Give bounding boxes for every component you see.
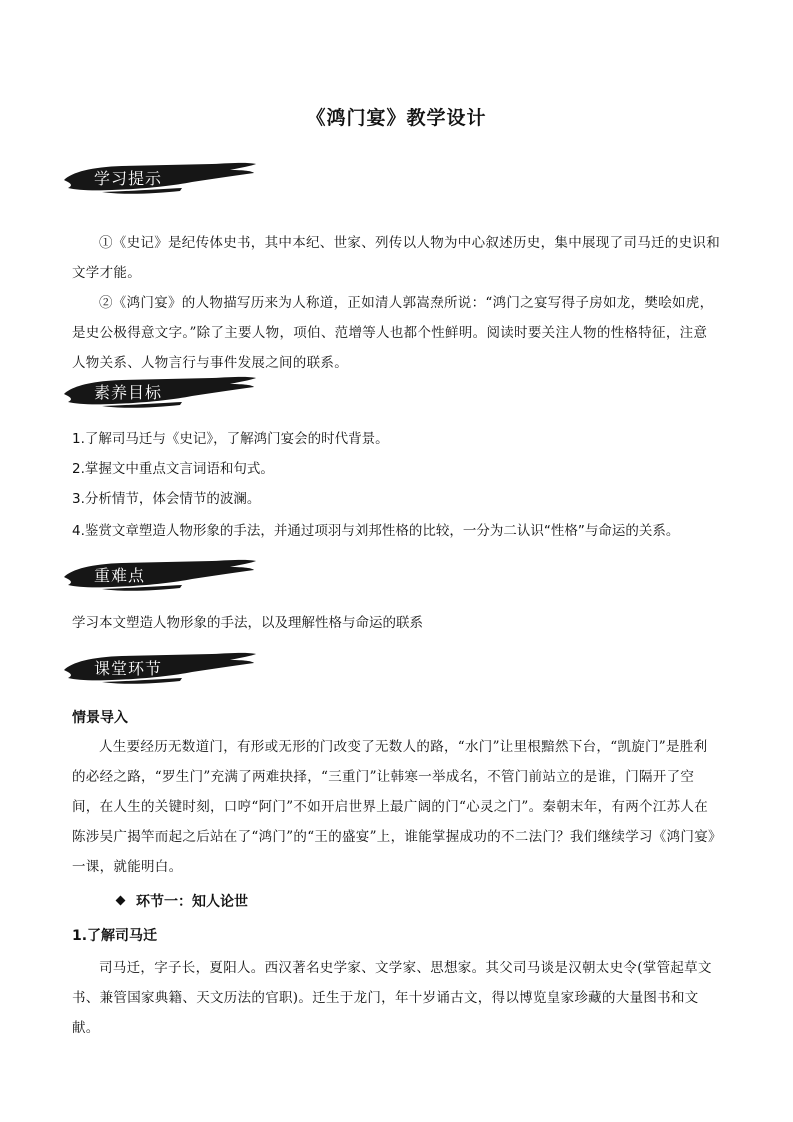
key-point-text: 学习本文塑造人物形象的手法，以及理解性格与命运的联系 [72,615,423,631]
section-banner-goals [62,372,258,412]
tips-paragraph-2: ②《鸿门宴》的人物描写历来为人称道，正如清人郭嵩焘所说：“鸿门之宴写得子房如龙，樊哙如虎，是史公极得意文字。”除了主要人物，项伯、范增等人也都个性鲜明。阅读时要关注人物的性格特征，注意人物关系、人物言行与事件发展之间的联系。 [72,295,714,371]
goal-item: 1.了解司马迁与《史记》，了解鸿门宴会的时代背景。 [72,431,389,447]
goal-item: 2.掌握文中重点文言词语和句式。 [72,461,274,477]
section-heading: 课堂环节 [94,659,163,678]
tips-paragraph-1: ①《史记》是纪传体史书，其中本纪、世家、列传以人物为中心叙述历史，集中展现了司马迁的史识和文学才能。 [72,235,720,281]
goal-item: 4.鉴赏文章塑造人物形象的手法，并通过项羽与刘邦性格的比较，一分为二认识“性格”与命运的关系。 [72,523,680,539]
sima-qian-paragraph: 司马迁，字子长，夏阳人。西汉著名史学家、文学家、思想家。其父司马谈是汉朝太史令(掌管起草文书、兼管国家典籍、天文历法的官职)。迁生于龙门，年十岁诵古文，得以博览皇家珍藏的大量图书和文献。 [72,960,712,1036]
section-banner-tips [62,158,258,198]
section-heading: 素养目标 [94,383,163,402]
page-title: 《鸿门宴》教学设计 [306,107,487,129]
brush-stroke-icon [62,555,258,595]
section-banner-key [62,555,258,595]
goal-item: 3.分析情节，体会情节的波澜。 [72,491,261,507]
diamond-bullet-icon [116,896,126,906]
step-one-heading [117,891,248,911]
step-one-label: 环节一：知人论世 [136,894,248,910]
section-heading: 学习提示 [94,169,163,188]
intro-paragraph: 人生要经历无数道门，有形或无形的门改变了无数人的路，“水门”让里根黯然下台，“凯旋门”是胜利的必经之路，“罗生门”充满了两难抉择，“三重门”让韩寒一举成名，不管门前站立的是谁，门隔开了空间，在人生的关键时刻，口哼“阿门”不如开启世界上最广阔的门“心灵之门”。秦朝末年，有两个江苏人在陈涉吴广揭竿而起之后站在了“鸿门”的“王的盛宴”上，谁能掌握成功的不二法门？我们继续学习《鸿门宴》一课，就能明白。 [72,739,716,875]
section-banner-class [62,648,258,688]
section-heading: 重难点 [94,566,146,585]
subsection-title: 1.了解司马迁 [72,928,158,944]
intro-title: 情景导入 [72,710,128,726]
